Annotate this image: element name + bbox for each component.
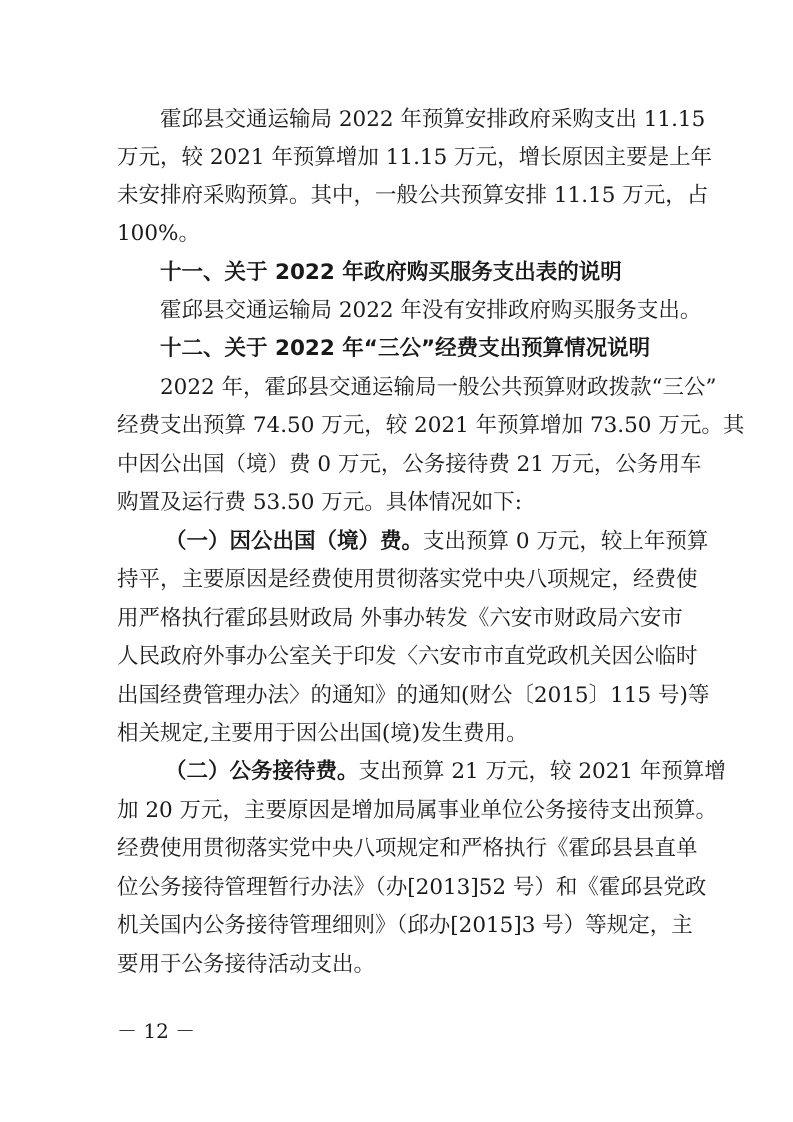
- paragraph-line: 位公务接待管理暂行办法》（办[2013]52 号）和《霍邱县党政: [117, 875, 707, 900]
- paragraph-line: 100%。: [117, 221, 200, 246]
- paragraph-line: 出国经费管理办法〉的通知》的通知(财公〔2015〕115 号)等: [117, 683, 710, 708]
- subsection-1-first-line: [165, 527, 709, 557]
- paragraph-line: 机关国内公务接待管理细则》（邱办[2015]3 号）等规定，主: [117, 913, 693, 938]
- paragraph-line: 要用于公务接待活动支出。: [117, 952, 376, 977]
- paragraph-line: 中因公出国（境）费 0 万元，公务接待费 21 万元，公务用车: [117, 452, 702, 477]
- paragraph-line: 加 20 万元，主要原因是增加局属事业单位公务接待支出预算。: [117, 798, 718, 823]
- paragraph-line: 万元，较 2021 年预算增加 11.15 万元，增长原因主要是上年: [117, 145, 713, 170]
- paragraph-line: 2022 年，霍邱县交通运输局一般公共预算财政拨款“三公”: [160, 375, 717, 400]
- section-heading-12: 十二、关于 2022 年“三公”经费支出预算情况说明: [160, 336, 651, 361]
- subsection-1-title: （一）因公出国（境）费。: [165, 529, 424, 554]
- paragraph-line: 持平，主要原因是经费使用贯彻落实党中央八项规定，经费使: [117, 567, 698, 592]
- paragraph-line: 相关规定,主要用于因公出国(境)发生费用。: [117, 721, 528, 746]
- paragraph-line: 经费支出预算 74.50 万元，较 2021 年预算增加 73.50 万元。其: [117, 413, 745, 438]
- paragraph-line: 购置及运行费 53.50 万元。具体情况如下:: [117, 490, 522, 515]
- subsection-2-title: （二）公务接待费。: [165, 759, 359, 784]
- section-heading-11: 十一、关于 2022 年政府购买服务支出表的说明: [160, 260, 622, 285]
- paragraph-line: 用严格执行霍邱县财政局 外事办转发《六安市财政局六安市: [117, 606, 683, 631]
- subsection-1-text: 支出预算 0 万元，较上年预算: [423, 529, 709, 554]
- subsection-2-text: 支出预算 21 万元，较 2021 年预算增: [358, 759, 726, 784]
- paragraph-line: 经费使用贯彻落实党中央八项规定和严格执行《霍邱县县直单: [117, 836, 698, 861]
- paragraph-line: 未安排府采购预算。其中，一般公共预算安排 11.15 万元，占: [117, 183, 709, 208]
- paragraph-line: 霍邱县交通运输局 2022 年预算安排政府采购支出 11.15: [160, 107, 706, 132]
- paragraph-line: 霍邱县交通运输局 2022 年没有安排政府购买服务支出。: [160, 298, 702, 323]
- subsection-2-first-line: [165, 757, 726, 787]
- paragraph-line: 人民政府外事办公室关于印发〈六安市市直党政机关因公临时: [117, 644, 698, 669]
- page-number: － 12 －: [117, 1019, 196, 1043]
